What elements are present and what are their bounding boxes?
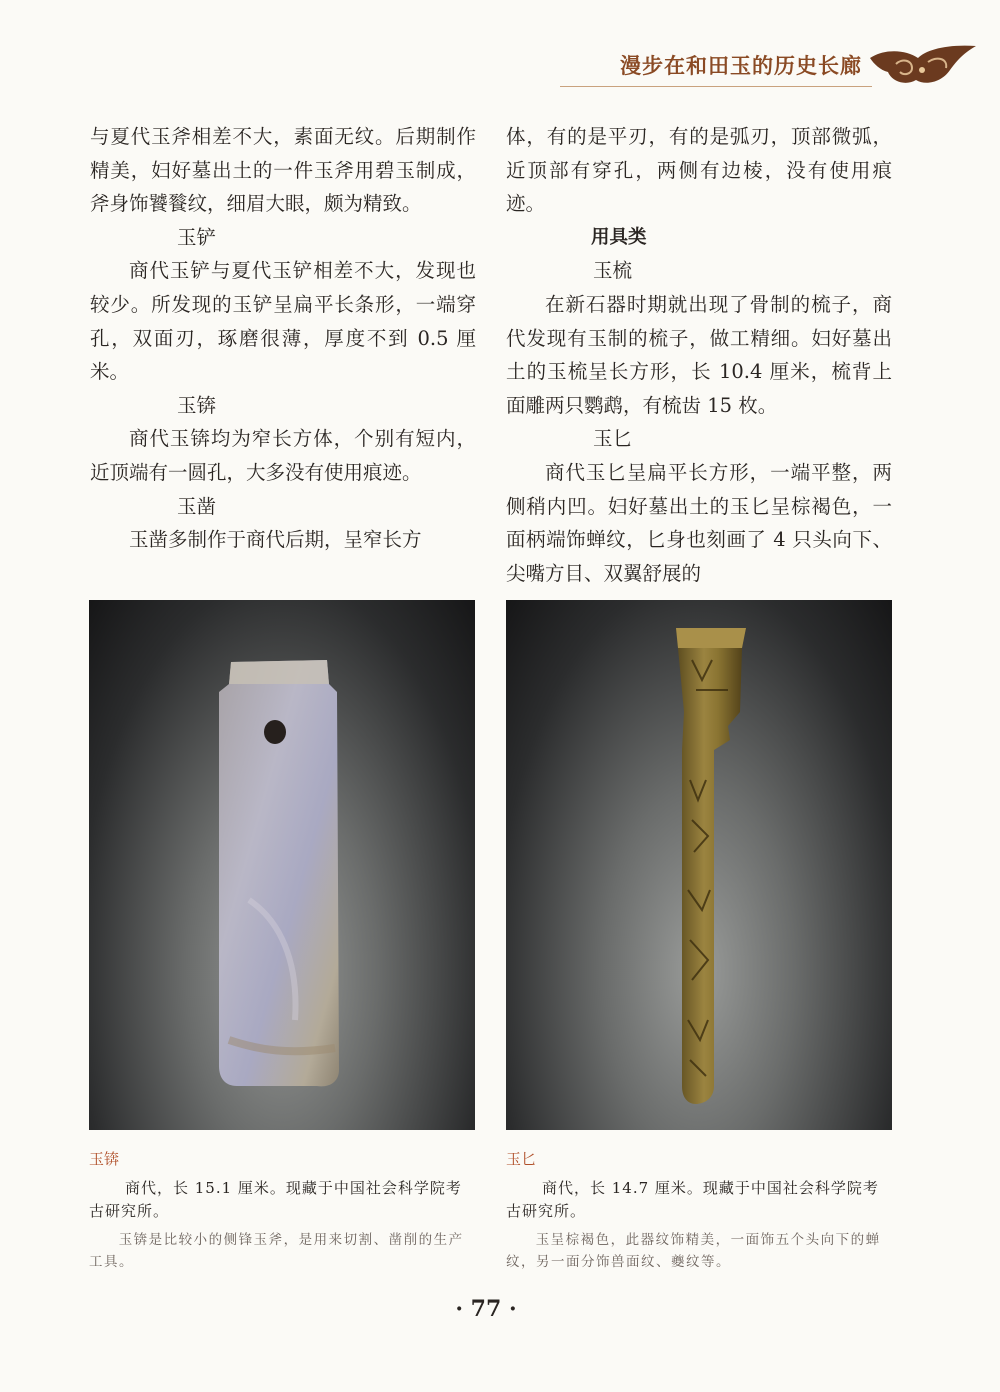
caption-description: 玉锛是比较小的侧锋玉斧，是用来切割、凿削的生产工具。 <box>89 1232 464 1270</box>
cloud-ornament-icon <box>866 40 978 90</box>
jade-ben-photo <box>89 600 475 1130</box>
page-number: · 77 · <box>455 1296 517 1322</box>
caption-yu-ben <box>89 1148 475 1273</box>
caption-title: 玉匕 <box>506 1150 537 1168</box>
running-header-title: 漫步在和田玉的历史长廊 <box>620 53 862 78</box>
section-heading-yu-bi: 玉匕 <box>593 427 633 451</box>
paragraph: 玉凿多制作于商代后期，呈窄长方 <box>129 528 422 552</box>
caption-line: 商代，长 14.7 厘米。现藏于中国社会科学院考古研究所。 <box>506 1179 879 1220</box>
jade-ben-illustration <box>89 600 475 1130</box>
paragraph: 商代玉铲与夏代玉铲相差不大，发现也较少。所发现的玉铲呈扁平长条形，一端穿孔，双面刃，琢磨很薄，厚度不到 0.5 厘米。 <box>90 259 476 384</box>
jade-bi-photo <box>506 600 892 1130</box>
header-rule <box>560 86 872 87</box>
section-heading-yu-shu: 玉梳 <box>593 259 633 283</box>
category-heading-utensils: 用具类 <box>591 226 647 248</box>
paragraph: 与夏代玉斧相差不大，素面无纹。后期制作精美，妇好墓出土的一件玉斧用碧玉制成，斧身饰饕餮纹，细眉大眼，颇为精致。 <box>90 125 476 216</box>
right-text-column <box>506 120 892 590</box>
caption-title: 玉锛 <box>89 1150 120 1168</box>
caption-line: 商代，长 15.1 厘米。现藏于中国社会科学院考古研究所。 <box>89 1179 462 1220</box>
paragraph: 在新石器时期就出现了骨制的梳子，商代发现有玉制的梳子，做工精细。妇好墓出土的玉梳呈长方形，长 10.4 厘米，梳背上面雕两只鹦鹉，有梳齿 15 枚。 <box>506 292 892 417</box>
paragraph: 体，有的是平刃，有的是弧刃，顶部微弧，近顶部有穿孔，两侧有边棱，没有使用痕迹。 <box>506 125 892 216</box>
paragraph: 商代玉匕呈扁平长方形，一端平整，两侧稍内凹。妇好墓出土的玉匕呈棕褐色，一面柄端饰蝉纹，匕身也刻画了 4 只头向下、尖嘴方目、双翼舒展的 <box>506 460 892 585</box>
caption-description: 玉呈棕褐色，此器纹饰精美，一面饰五个头向下的蝉纹，另一面分饰兽面纹、夔纹等。 <box>506 1232 881 1270</box>
jade-bi-illustration <box>506 600 892 1130</box>
paragraph: 商代玉锛均为窄长方体，个别有短内，近顶端有一圆孔，大多没有使用痕迹。 <box>90 427 476 484</box>
section-heading-yu-zao: 玉凿 <box>177 494 217 518</box>
caption-yu-bi <box>506 1148 892 1273</box>
section-heading-yu-ben: 玉锛 <box>177 393 217 417</box>
section-heading-yu-chan: 玉铲 <box>177 225 217 249</box>
left-text-column <box>90 120 476 557</box>
